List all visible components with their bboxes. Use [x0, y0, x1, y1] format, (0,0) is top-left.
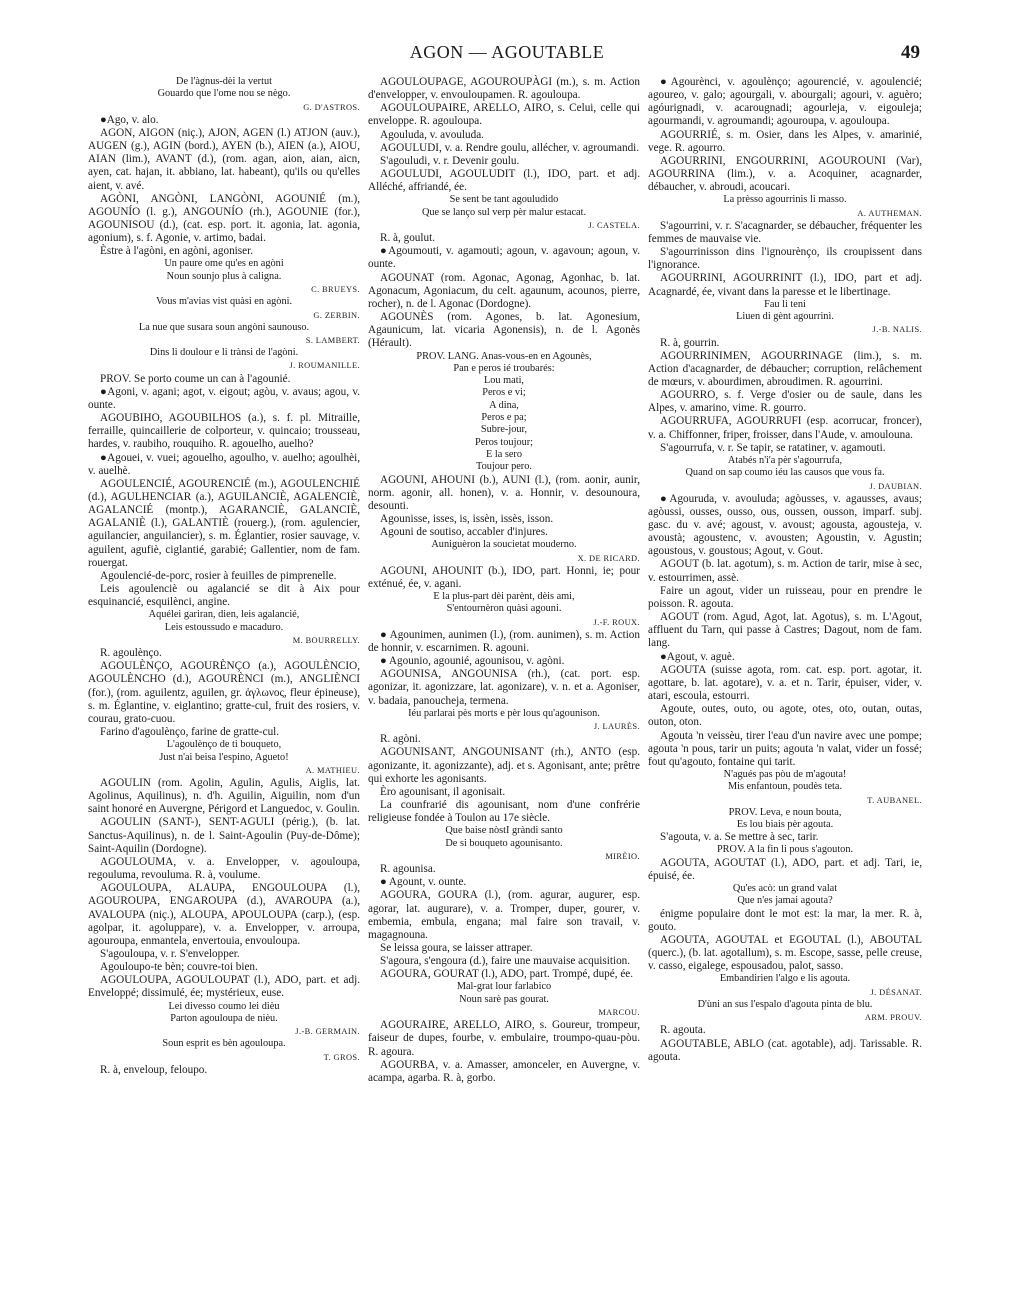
- dictionary-entry: AGOUTA, AGOUTAT (l.), ADO, part. et adj. Tari, ie, épuisé, ée.: [648, 856, 922, 882]
- quotation-line: A dina,: [489, 399, 519, 411]
- quotation-line: Lei divesso coumo lei dièu: [168, 1000, 280, 1012]
- quotation-author: MIRÈIO.: [605, 851, 640, 861]
- column-left: [88, 76, 360, 1077]
- quotation-line: Se sent be tant agouludido: [449, 194, 559, 206]
- quotation-line: Leis estoussudo e macaduro.: [164, 621, 284, 633]
- dictionary-entry: Faire un agout, vider un ruisseau, pour en prendre le poisson. R. agouta.: [648, 584, 922, 610]
- dictionary-entry: AGOULIN (SANT-), SENT-AGULI (périg.), (b. lat. Sanctus-Aquilinus), n. de l. Saint-Agoulin (Puy-de-Dôme); Saint-Aquilin (Dordogne).: [88, 816, 360, 855]
- dictionary-entry: AGOURBA, v. a. Amasser, amonceler, en Auvergne, v. acampa, agarba. R. à, gorbo.: [368, 1058, 640, 1084]
- quotation-author: J. DÉSANAT.: [870, 987, 922, 997]
- dictionary-entry: R. à, enveloup, feloupo.: [100, 1063, 208, 1076]
- dictionary-entry: S'agouloupa, v. r. S'envelopper.: [100, 948, 240, 961]
- dictionary-entry: Farino d'agoulènço, farine de gratte-cul.: [100, 726, 280, 739]
- quotation-line: Liuen di gènt agourrinì.: [736, 311, 834, 323]
- quotation-author: M. BOURRELLY.: [292, 635, 360, 645]
- dictionary-entry: ●Agourènci, v. agoulènço; agourencié, v. agoulencié; agoureo, v. galo; agourgali, v. abourgali; agouri, v. aguèro; agóurignadi, v. acarougnadi; agourleja, v. eigouleja; agourmandi, v. agroumandi; agouroupa, v. agouloupa.: [648, 76, 922, 128]
- quotation-author: J. CASTELA.: [588, 221, 640, 230]
- dictionary-entry: AGOUTA, AGOUTAL et EGOUTAL (l.), ABOUTAL (querc.), (b. lat. agotallum), s. m. Escope, sasse, pelle creuse, v. casso, eigalege, espousadou, palot, sasso.: [648, 934, 922, 973]
- dictionary-entry: AGOURAIRE, ARELLO, AIRO, s. Goureur, trompeur, faiseur de dupes, fourbe, v. embulaire, troumpo-quau-pòu. R. agoura.: [368, 1019, 640, 1058]
- dictionary-entry: R. agòni.: [380, 733, 421, 746]
- dictionary-entry: ● Agount, v. ounte.: [380, 876, 467, 889]
- dictionary-entry: S'agourrufa, v. r. Se tapir, se ratatiner, v. agamouti.: [660, 441, 886, 454]
- dictionary-entry: AGOULENCIÉ, AGOURENCIÉ (m.), AGOULENCHIÉ (d.), AGULHENCIAR (a.), AGUILANCIÈ, AGALENCIÈ, AGALANCIÉ (montp.), AGARANCIÈ, GALANCIÈ, AGALANIÈ (l.), GALANTIÈ (rouerg.), (rom. agulencier, aguilancier, anguilancier), s. m. Églantier, rosier sauvage, v. aguilent, agufiè, ciglantié, garabié; Gallentier, nom de fam. rouergat.: [88, 477, 360, 569]
- dictionary-entry: AGOURRUFA, AGOURRUFI (esp. acorrucar, froncer), v. a. Chiffonner, friper, froisser, dans l'Aude, v. amoulouna.: [648, 415, 922, 441]
- dictionary-entry: Se leissa goura, se laisser attraper.: [380, 942, 533, 954]
- dictionary-entry: S'agourrinisson dins l'ignourènço, ils croupissent dans l'ignorance.: [648, 246, 922, 272]
- quotation-author: X. DE RICARD.: [577, 553, 640, 563]
- dictionary-entry: R. à, gourrin.: [660, 336, 720, 349]
- dictionary-entry: Agounisse, isses, is, issèn, issès, isson.: [380, 513, 554, 525]
- dictionary-entry: AGOULÈNÇO, AGOURÈNÇO (a.), AGOULÈNCIO, AGOULÈNCHO (d.), AGOURÈNCI (m.), ANGLIÈNCI (for.), (rom. aguilentz, aguilen, gr. ἀγλωνος, fleur épineuse), s. m. Églantine, v. eiglantino; gratte-cul, fruit des rosiers, v. courau, grato-cuou.: [88, 660, 360, 725]
- dictionary-entry: AGOURA, GOURA (l.), (rom. agurar, augurer, esp. agorar, lat. augurare), v. a. Tromper, duper, gourer, v. embemia, embula, engana; mal faire son travail, v. magagnouna.: [368, 889, 640, 941]
- quotation-line: E la plus-part dèi parènt, dèis ami,: [433, 591, 575, 603]
- quotation-line: Mis enfantoun, poudès teta.: [727, 781, 843, 793]
- quotation-author: A. AUTHEMAN.: [857, 208, 922, 218]
- dictionary-entry: S'agourrini, v. r. S'acagnarder, se débaucher, fréquenter les femmes de mauvaise vie.: [648, 219, 922, 246]
- quotation-line: Vous m'avias vist quàsi en agòni.: [155, 296, 293, 308]
- dictionary-entry: ●Agout, v. aguè.: [660, 650, 735, 663]
- quotation-line: D'ùni an sus l'espalo d'agouta pinta de blu.: [697, 998, 873, 1010]
- quotation-line: Es lou biais pèr agouta.: [736, 819, 834, 831]
- quotation-author: J.-B. GERMAIN.: [295, 1027, 360, 1037]
- quotation-line: Toujour pero.: [476, 461, 532, 473]
- dictionary-entry: AGOUNISANT, ANGOUNISANT (rh.), ANTO (esp. agonizante, it. agonizzante), adj. et s. Agonisant, ante; prêtre qui exhorte les agonisants.: [368, 746, 640, 785]
- quotation-line: Peros toujour;: [474, 436, 534, 448]
- dictionary-entry: ●Ago, v. alo.: [100, 113, 159, 126]
- dictionary-entry: AGON, AIGON (niç.), AJON, AGEN (l.) ATJON (auv.), AUGEN (g.), AGIN (bord.), AYEN (b.), AIEN (a.), AIOU, AIAN (lim.), AVANT (d.), (rom. agan, aion, aian, aicn, ayen, cat. hajan, it. abbiano, lat. habeant), qu'ils ou qu'elles aient, v. avé.: [88, 126, 360, 192]
- quotation-line: Qu'es acò: un grand valat: [732, 883, 838, 895]
- dictionary-entry: AGOUBIHO, AGOUBILHOS (a.), s. f. pl. Mitraille, ferraille, quincaillerie de colporteur, v. quincaio; trousseau, hardes, v. raubiho, rouquiho. R. agouelho, auelho?: [88, 412, 360, 451]
- quotation-line: Noun sounjo plus à caligna.: [166, 270, 282, 282]
- dictionary-entry: AGOULUDI, AGOULUDIT (l.), IDO, part. et adj. Alléché, affriandé, ée.: [368, 168, 640, 194]
- quotation-author: MARCOU.: [598, 1008, 640, 1018]
- dictionary-entry: AGOUNÈS (rom. Agones, b. lat. Agonesium, Agaunicum, lat. vicaria Agonensis), n. de l. Agonès (Hérault).: [368, 311, 640, 350]
- quotation-author: J. ROUMANILLE.: [289, 361, 360, 371]
- dictionary-entry: ● Agounimen, aunimen (l.), (rom. aunimen), s. m. Action de honnir, v. escarnimen. R. agouni.: [368, 628, 640, 654]
- quotation-line: Aquélei gariran, dien, leis agalancié,: [148, 609, 300, 621]
- dictionary-entry: Agouni de soutiso, accabler d'injures.: [380, 526, 548, 539]
- dictionary-entry: AGOURRINIMEN, AGOURRINAGE (lim.), s. m. Action d'acagnarder, de débaucher; corruption, relâchement de mœurs, v. abourdimen, abroudimen. R. agourrini.: [648, 349, 922, 389]
- quotation-line: Que n'es jamai agouta?: [737, 895, 833, 907]
- dictionary-entry: AGOURRINI, ENGOURRINI, AGOUROUNI (Var), AGOURRINA (lim.), v. a. Acoquiner, acagnarder, débaucher, v. abroudi, acoucari.: [648, 154, 922, 194]
- quotation-author: J.-F. ROUX.: [593, 617, 640, 627]
- dictionary-entry: AGOULOUPAIRE, ARELLO, AIRO, s. Celui, celle qui enveloppe. R. agouloupa.: [368, 102, 640, 128]
- dictionary-entry: AGOUNI, AHOUNI (b.), AUNI (l.), (rom. aonir, aunir, norm. agonir, all. honen), v. a. Honnir, v. desounoura, desounti.: [368, 473, 640, 512]
- quotation-line: Just n'ai beisa l'espino, Agueto!: [159, 751, 289, 763]
- quotation-line: Que se lanço sul verp pèr malur estacat.: [421, 206, 587, 218]
- dictionary-entry: AGOULUDI, v. a. Rendre goulu, allécher, v. agroumandi.: [380, 141, 640, 154]
- dictionary-entry: AGOUTABLE, ABLO (cat. agotable), adj. Tarissable. R. agouta.: [648, 1037, 922, 1063]
- dictionary-entry: AGOUTA (suisse agota, rom. cat. esp. port. agotar, it. agottare, b. lat. agotare), v. a. et n. Tarir, épuiser, vider, v. atari, escoula, estourri.: [648, 663, 922, 703]
- quotation-line: Un paure ome qu'es en agòni: [164, 258, 284, 270]
- dictionary-entry: R. agouta.: [660, 1024, 706, 1037]
- quotation-line: L'agoulènço de ti bouqueto,: [166, 739, 282, 751]
- quotation-line: Lou mati,: [483, 375, 525, 387]
- dictionary-entry: AGOUT (b. lat. agotum), s. m. Action de tarir, mise à sec, v. estourrimen, assè.: [648, 558, 922, 584]
- quotation-line: Mal-grat lour farlabico: [456, 981, 552, 993]
- quotation-line: Fau li teni: [764, 298, 806, 310]
- quotation-line: Peros e pa;: [481, 412, 527, 424]
- quotation-line: De l'àgnus-dèi la vertut: [176, 76, 272, 87]
- dictionary-entry: ●Agouruda, v. avouluda; agòusses, v. agausses, avaus; agòussi, ousses, ousso, ous, oussen, ousson, imparf. subj. gasc. du v. avé; agoust, v. avoust; agousta, agousteja, v. avoustà; agoustenc, v. avousten; Agoustin, v. Agustin; agoustous, v. goustous; Agout, v. Gout.: [648, 492, 922, 558]
- quotation-line: Peros e vi;: [482, 387, 526, 399]
- column-middle: [368, 76, 640, 1085]
- dictionary-entry: Agoulencié-de-porc, rosier à feuilles de pimprenelle.: [100, 569, 337, 582]
- dictionary-entry: AGOUNI, AHOUNIT (b.), IDO, part. Honni, ie; pour exténué, ée, v. agani.: [368, 564, 640, 590]
- dictionary-entry: Èro agounisant, il agonisait.: [380, 785, 506, 798]
- quotation-line: Embandirien l'algo e lis agouta.: [719, 973, 851, 985]
- quotation-line: Gouardo que l'ome nou se nègo.: [157, 88, 291, 100]
- quotation-line: Dins li doulour e li trànsi de l'agòni.: [149, 347, 299, 359]
- dictionary-entry: AGOUNISA, ANGOUNISA (rh.), (cat. port. esp. agonizar, it. agonizzare, lat. agonizare), v. n. et a. Agoniser, v. badaia, panoucheja, termena.: [368, 668, 640, 707]
- dictionary-entry: La counfrarié dis agounisant, nom d'une confrérie religieuse fondée à Toulon au 17e siècle.: [368, 799, 640, 825]
- dictionary-entry: AGOURRIÉ, s. m. Osier, dans les Alpes, v. amarinié, vege. R. agourro.: [648, 128, 922, 154]
- dictionary-entry: S'agouta, v. a. Se mettre à sec, tarir.: [660, 831, 819, 844]
- dictionary-entry: S'agoura, s'engoura (d.), faire une mauvaise acquisition.: [380, 955, 631, 968]
- running-header: AGON — AGOUTABLE: [409, 42, 605, 62]
- quotation-author: G. D'ASTROS.: [303, 102, 360, 112]
- quotation-line: Auniguèron la soucietat mouderno.: [431, 539, 577, 551]
- dictionary-entry: S'agouludi, v. r. Devenir goulu.: [380, 154, 520, 167]
- quotation-line: PROV. LANG. Anas-vous-en en Agounès,: [416, 350, 592, 362]
- quotation-line: Parton agouloupa de nièu.: [170, 1012, 278, 1024]
- dictionary-entry: AGOUNAT (rom. Agonac, Agonag, Agonhac, b. lat. Agonacum, Agoniacum, du celt. agaunum, acounos, pierre, rocher), n. de l. Agonac (Dordogne).: [368, 271, 640, 310]
- quotation-line: Subre-jour,: [480, 424, 528, 436]
- quotation-line: Quand on sap coumo iéu las causos que vous fa.: [685, 467, 885, 479]
- quotation-line: Soun esprit es bèn agouloupa.: [162, 1038, 286, 1050]
- quotation-author: J. LAURÈS.: [593, 722, 640, 732]
- quotation-line: PROV. Leva, e noun bouta,: [728, 806, 842, 818]
- dictionary-entry: R. agounisa.: [380, 863, 436, 876]
- dictionary-entry: ●Agoni, v. agani; agot, v. eigout; agòu, v. avaus; agou, v. ounte.: [88, 385, 360, 411]
- quotation-line: N'agués pas pòu de m'agouta!: [723, 768, 847, 780]
- quotation-line: S'entournèron quàsi agouni.: [446, 603, 562, 615]
- dictionary-entry: AGOURRINI, AGOURRINIT (l.), IDO, part et adj. Acagnardé, ée, vivant dans la paresse et le libertinage.: [648, 272, 922, 298]
- quotation-author: J.-B. NALIS.: [872, 325, 922, 335]
- quotation-author: S. LAMBERT.: [305, 335, 360, 345]
- dictionary-entry: énigme populaire dont le mot est: la mar, la mer. R. à, gouto.: [648, 907, 922, 933]
- dictionary-entry: R. à, goulut.: [380, 232, 436, 245]
- dictionary-entry: AGOURRO, s. f. Verge d'osier ou de saule, dans les Alpes, v. amarino, vime. R. gourro.: [648, 389, 922, 415]
- quotation-line: Que baise nòstI gràndi santo: [445, 825, 563, 837]
- dictionary-entry: PROV. Se porto coume un can à l'agounié.: [100, 372, 291, 385]
- dictionary-entry: AGOULOUPAGE, AGOUROUPÀGI (m.), s. m. Action d'envelopper, v. envouloupamen. R. agouloupa.: [368, 76, 640, 102]
- dictionary-entry: ●Agoumouti, v. agamouti; agoun, v. agavoun; agoun, v. ounte.: [368, 245, 640, 271]
- dictionary-entry: Agoute, outes, outo, ou agote, otes, oto, outan, outas, outon, oton.: [648, 703, 922, 729]
- dictionary-entry: ●Agouei, v. vuei; agouelho, agoulho, v. auelho; agoulhèi, v. auelhè.: [88, 451, 360, 477]
- dictionary-entry: AGOURA, GOURAT (l.), ADO, part. Trompé, dupé, ée.: [380, 968, 634, 981]
- page-number: 49: [901, 42, 920, 63]
- quotation-line: De si bouqueto agounisanto.: [445, 837, 563, 849]
- quotation-author: A. MATHIEU.: [305, 765, 360, 775]
- quotation-author: T. GROS.: [323, 1052, 360, 1062]
- dictionary-entry: AGOUT (rom. Agud, Agot, lat. Agotus), s. m. L'Agout, affluent du Tarn, qui passe à Castres; Dagout, nom de fam. lang.: [648, 611, 922, 650]
- quotation-line: Atabés n'i'a pèr s'agourrufa,: [727, 454, 843, 466]
- dictionary-entry: Agouluda, v. avouluda.: [380, 128, 484, 141]
- dictionary-entry: AGOULOUPA, ALAUPA, ENGOULOUPA (l.), AGOUROUPA, ENGAROUPA (d.), AVAROUPA (a.), AVALOUPA (niç.), ALOUPA, APOULOUPA (carp.), (esp. agolpar, it. agoluppare), v. a. Envelopper, v. arroupa, agouroupa, enmantela, envertouia, envouloupa.: [88, 882, 360, 947]
- dictionary-entry: AGÒNI, ANGÒNI, LANGÒNI, AGOUNIÉ (m.), AGOUNÍO (l. g.), ANGOUNÍO (rh.), AGOUNIE (for.), AGOUNISOU (d.), (cat. esp. port. it. agonia, lat. agonia, agonium), s. f. Agonie, v. artimo, badai.: [88, 192, 360, 245]
- dictionary-entry: AGOULOUPA, AGOULOUPAT (l.), ADO, part. et adj. Enveloppé; dissimulé, ée; mystérieux, euse.: [88, 974, 360, 1000]
- quotation-line: Noun sarè pas gourat.: [459, 993, 549, 1005]
- dictionary-entry: ● Agounio, agounié, agounisou, v. agòni.: [380, 655, 565, 668]
- quotation-author: J. DAUBIAN.: [869, 481, 922, 491]
- quotation-author: T. AUBANEL.: [867, 795, 922, 805]
- quotation-line: La nue que susara soun angòni saunouso.: [138, 321, 310, 333]
- dictionary-entry: AGOULOUMA, v. a. Envelopper, v. agouloupa, regouluma, revouluma. R. à, voulume.: [88, 855, 360, 882]
- dictionary-entry: Agouta 'n veissèu, tirer l'eau d'un navire avec une pompe; agouta 'n pous, tarir un puits; agouta 'n valat, vider un fossé; fout qu'agouto, fontaine qui tarit.: [648, 729, 922, 768]
- dictionary-entry: Èstre à l'agòni, en agòni, agoniser.: [100, 245, 254, 258]
- quotation-line: Pan e peros ié troubarés:: [453, 362, 555, 374]
- quotation-line: E la sero: [485, 448, 523, 460]
- dictionary-entry: R. agoulènço.: [100, 647, 162, 660]
- quotation-line: La prèsso agourrinis li masso.: [723, 194, 847, 206]
- dictionary-entry: Leis agoulenciè ou agalancié se dit à Aix pour esquinancié, esquilènci, angine.: [88, 583, 360, 609]
- quotation-line: PROV. A la fin li pous s'agouton.: [716, 844, 854, 856]
- quotation-line: Iéu parlarai pès morts e pèr lous qu'agounison.: [408, 707, 600, 719]
- quotation-author: ARM. PROUV.: [864, 1013, 922, 1023]
- dictionary-entry: AGOULIN (rom. Agolin, Agulin, Agulis, Aiglis, lat. Agolinus, Aquilinus), n. d'h. Aguilin, Aiguilin, nom d'un saint honoré en Auvergne, Périgord et Languedoc, v. Goulin.: [88, 776, 360, 816]
- quotation-author: C. BRUEYS.: [311, 285, 360, 295]
- quotation-author: G. ZERBIN.: [313, 310, 360, 320]
- column-right: [648, 76, 922, 1064]
- dictionary-entry: Agouloupo-te bèn; couvre-toi bien.: [100, 961, 258, 974]
